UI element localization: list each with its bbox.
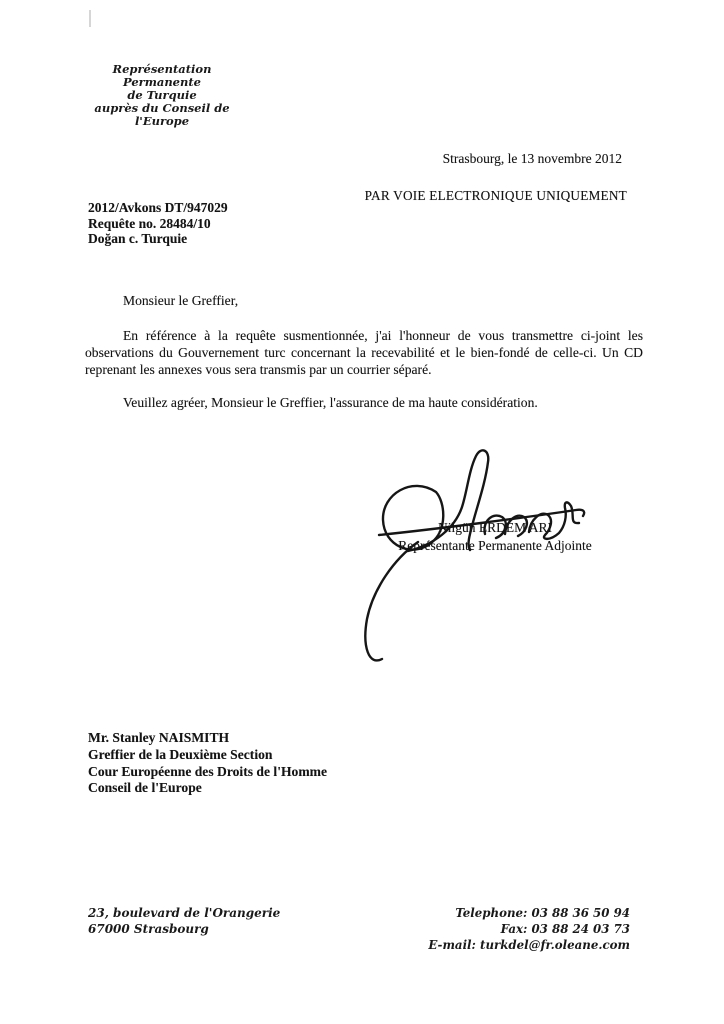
footer-address-line-2: 67000 Strasbourg [88,922,209,936]
letterhead [84,63,240,128]
letterhead-line-3: auprès du Conseil de l'Europe [94,101,230,128]
date-line: Strasbourg, le 13 novembre 2012 [442,151,622,166]
handwritten-signature [352,442,602,682]
scan-artifact-mark [89,10,91,27]
letterhead-line-2: de Turquie [127,88,197,102]
delivery-method-note: PAR VOIE ELECTRONIQUE UNIQUEMENT [364,188,627,203]
signatory-title: Représentante Permanente Adjointe [398,538,592,553]
signature-stroke-icon [352,442,602,677]
footer-address [88,905,280,937]
recipient-institution: Cour Européenne des Droits de l'Homme [88,763,328,779]
recipient-name: Mr. Stanley NAISMITH [88,730,230,745]
footer-email: E-mail: turkdel@fr.oleane.com [428,937,630,952]
recipient-block [88,730,327,797]
salutation: Monsieur le Greffier, [123,293,239,308]
letterhead-line-1: Représentation Permanente [112,62,212,89]
footer-fax: Fax: 03 88 24 03 73 [500,921,630,936]
footer-telephone: Telephone: 03 88 36 50 94 [455,906,630,920]
signatory-name: Nilgün ERDEM ARI [437,520,552,535]
application-number: Requête no. 28484/10 [88,215,211,231]
body-paragraph-1: En référence à la requête susmentionnée, j'ai l'honneur de vous transmettre ci-joint les observations du Gouvernement turc concernant la recevabilité et le bien-fondé de celle-ci. Un CD reprenant les annexes vous sera transmis par un courrier séparé. [85,328,643,377]
footer-address-line-1: 23, boulevard de l'Orangerie [88,906,281,920]
signature-block [375,519,615,555]
reference-number: 2012/Avkons DT/947029 [88,200,228,215]
reference-block [88,200,228,247]
recipient-organisation: Conseil de l'Europe [88,780,202,796]
footer-contact [428,906,630,953]
case-name: Doğan c. Turquie [88,231,188,246]
body-paragraph-2: Veuillez agréer, Monsieur le Greffier, l'assurance de ma haute considération. [123,395,538,410]
recipient-title: Greffier de la Deuxième Section [88,746,273,762]
